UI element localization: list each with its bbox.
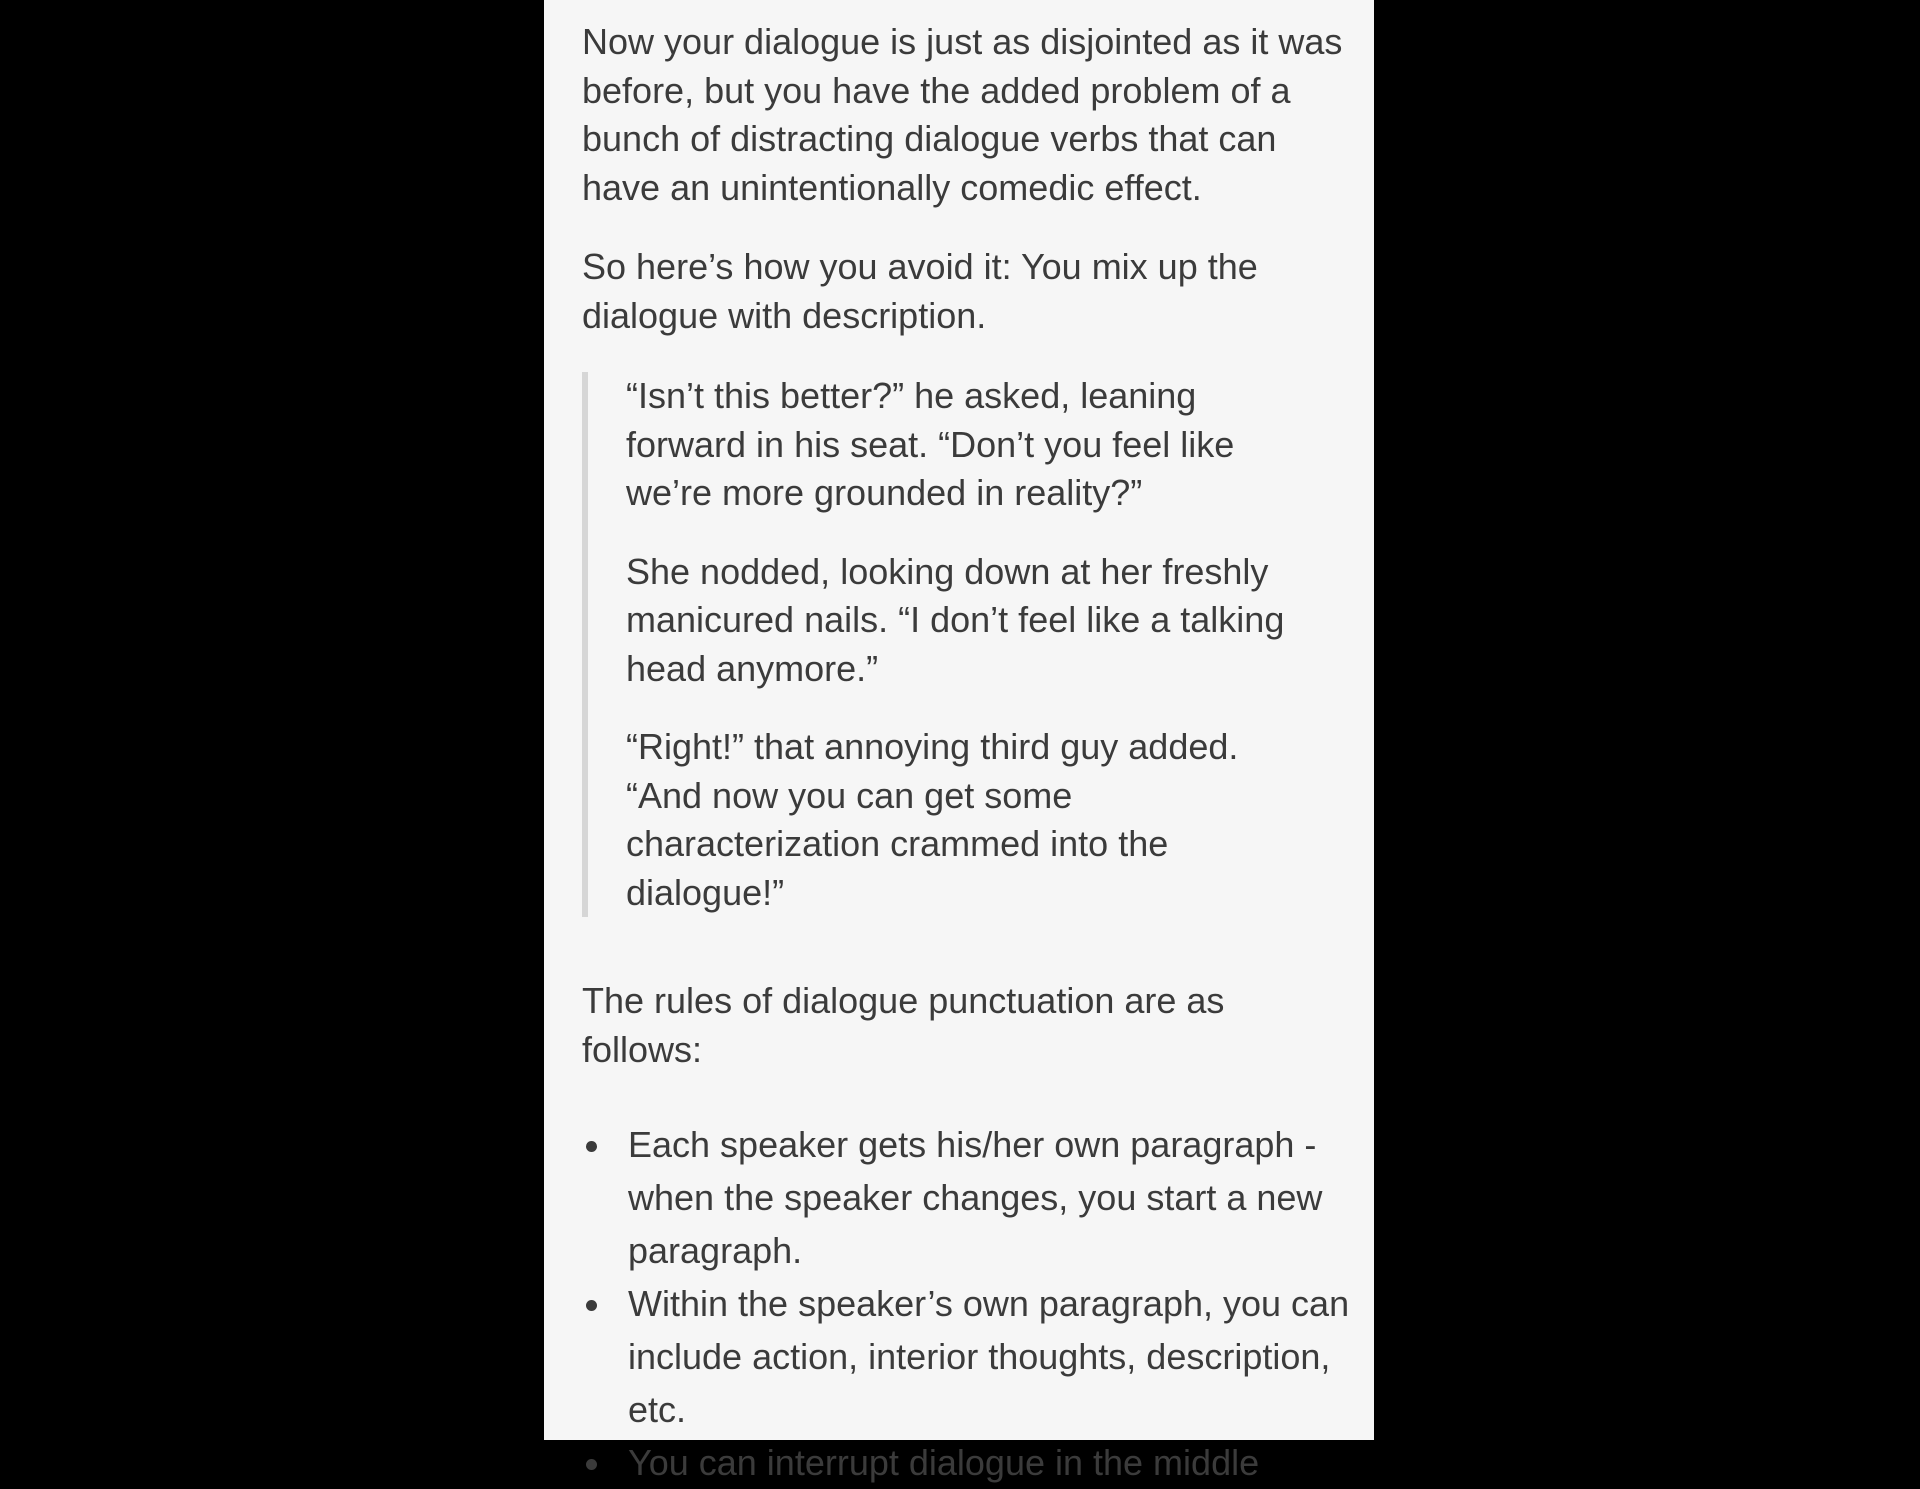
list-item-text: Within the speaker’s own paragraph, you can include action, interior thoughts, description, etc.	[628, 1283, 1350, 1430]
paragraph-solution: So here’s how you avoid it: You mix up the dialogue with description.	[582, 246, 1258, 336]
list-item	[582, 1118, 1352, 1277]
dialogue-example-quote	[582, 372, 1306, 917]
rules-intro: The rules of dialogue punctuation are as follows:	[582, 980, 1225, 1070]
quote-paragraph: She nodded, looking down at her freshly manicured nails. “I don’t feel like a talking head anymore.”	[626, 550, 1285, 689]
list-item	[582, 1436, 1352, 1489]
list-item	[582, 1277, 1352, 1436]
quote-paragraph: “Isn’t this better?” he asked, leaning forward in his seat. “Don’t you feel like we’re more grounded in reality?”	[626, 375, 1235, 513]
bullet-icon	[586, 1459, 597, 1470]
quote-paragraph: “Right!” that annoying third guy added. “And now you can get some characterization crammed into the dialogue!”	[626, 726, 1239, 913]
rules-list	[582, 1118, 1352, 1489]
bullet-icon	[586, 1141, 597, 1152]
list-item-text: Each speaker gets his/her own paragraph - when the speaker changes, you start a new paragraph.	[628, 1124, 1323, 1271]
post-body	[582, 18, 1352, 1489]
post-page	[544, 0, 1374, 1483]
bullet-icon	[586, 1300, 597, 1311]
paragraph-intro: Now your dialogue is just as disjointed as it was before, but you have the added problem of a bunch of distracting dialogue verbs that can have an unintentionally comedic effect.	[582, 21, 1343, 208]
list-item-text: You can interrupt dialogue in the middle	[628, 1442, 1260, 1483]
